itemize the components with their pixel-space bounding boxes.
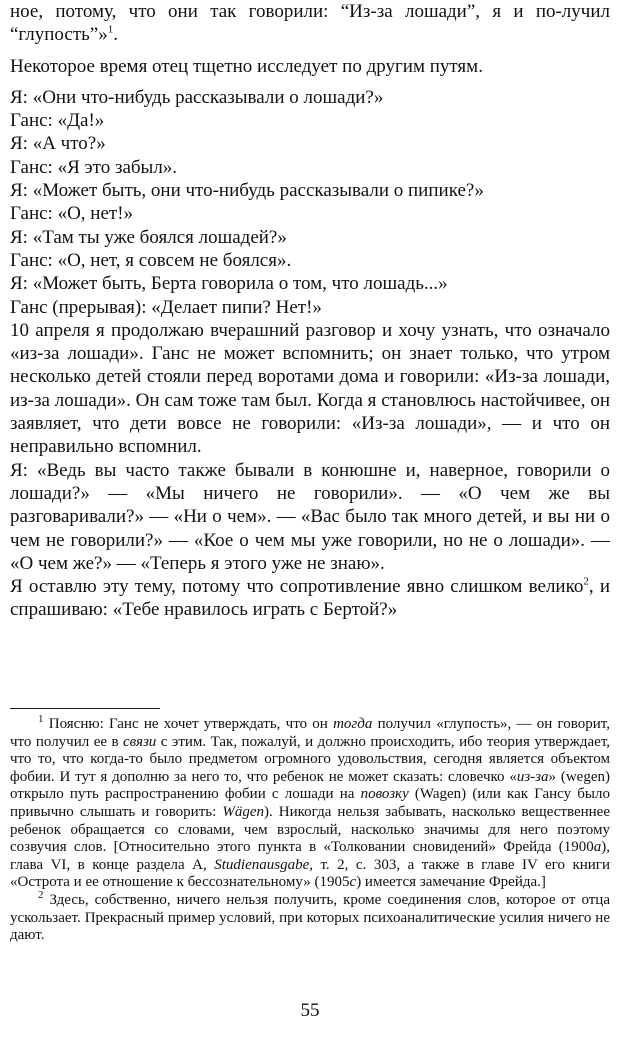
- text-run: , т. 2, с. 303, а также в главе IV его книги «Острота и ее отношение к бессознательному» (1905: [10, 856, 610, 891]
- footnote-marker: 2: [38, 888, 44, 901]
- text-run: с этим. Так, пожалуй, и должно происходить, ибо теория утверждает, что то, что когда-то было предметом огромного удовольствия, сегодня является объектом фобии. И тут я дополню за него то, что ребенок не может сказать: словечко «: [10, 733, 611, 785]
- text-run: » (wegen) открыло путь распространению фобии с лошади на: [10, 768, 610, 803]
- text-run: получил «глупость», — он говорит, что получил ее в: [10, 716, 610, 750]
- italic-run: Studienausgabe: [214, 856, 310, 873]
- paragraph-continuation: [10, 0, 610, 47]
- paragraph: 10 апреля я продолжаю вчерашний разговор и хочу узнать, что означало «из-за лошади». Ганс не может вспомнить; он знает только, что утром несколько детей стояли перед воротами дома и говорили: «Из-за лошади, из-за лошади». Он сам тоже там был. Когда я становлюсь настойчивее, он заявляет, что дети вовсе не говорили: «Из-за лошади», — и что он неправильно вспомнил.: [10, 319, 610, 458]
- page-number: 55: [300, 1000, 320, 1021]
- dialogue-line: Ганс: «О, нет, я совсем не боялся».: [10, 249, 292, 271]
- dialogue-line: Ганс (прерывая): «Делает пипи? Нет!»: [10, 296, 322, 318]
- text-run: ное, потому, что они так говорили: “Из-за лошади”, я и по-лучил “глупость”»: [10, 1, 610, 46]
- footnote-marker: 1: [38, 713, 44, 725]
- footnote-ref-2[interactable]: 2: [583, 575, 589, 588]
- dialogue-line: Я: «А что?»: [10, 133, 106, 155]
- dialogue-line: Я: «Может быть, Берта говорила о том, что лошадь...»: [10, 273, 448, 295]
- text-run: Здесь, собственно, ничего нельзя получить, кроме соединения слов, которое от отца ускользает. Прекрасный пример условий, при которых психоаналитические усилия ничего не дают.: [10, 891, 610, 944]
- italic-run: повозку: [360, 786, 409, 803]
- paragraph: [10, 575, 610, 622]
- footnote-ref-1[interactable]: 1: [107, 23, 114, 36]
- footnotes: [10, 713, 611, 945]
- text-run: .: [113, 24, 118, 46]
- dialogue-line: Я: «Они что-нибудь рассказывали о лошади?»: [10, 86, 384, 108]
- text-run: Я оставлю эту тему, потому что сопротивление явно слишком велико: [10, 576, 584, 598]
- text-run: (Wagen) (или как Гансу было привычно слышать и говорить:: [10, 786, 610, 820]
- text-run: ). Никогда нельзя забывать, насколько вещественнее ребенок обращается со словами, чем взрослый, насколько значимы для него поэтому созвучия слов. [Относительно этого пункта в «Толковании сновидений» Фрейда (1900: [10, 803, 611, 856]
- paragraph: Некоторое время отец тщетно исследует по другим путям.: [10, 55, 483, 77]
- text-run: Поясню: Ганс не хочет утверждать, что он: [43, 716, 334, 732]
- italic-run: Wägen: [222, 803, 264, 820]
- footnote-2: [10, 888, 610, 945]
- main-text: [10, 0, 610, 622]
- dialogue-line: Я: «Может быть, они что-нибудь рассказывали о пипике?»: [10, 180, 484, 202]
- italic-run: тогда: [333, 716, 373, 732]
- italic-run: c: [349, 874, 357, 891]
- footnote-1: [10, 713, 611, 892]
- dialogue-line: Ганс: «О, нет!»: [10, 203, 134, 225]
- italic-run: a: [593, 839, 602, 856]
- footnote-divider: [10, 708, 160, 709]
- paragraph: Я: «Ведь вы часто также бывали в конюшне и, наверное, говорили о лошади?» — «Мы ничего не говорили». — «О чем же вы разговаривали?» — «Ни о чем». — «Вас было так много детей, и вы ни о чем не говорили?» — «Кое о чем мы уже говорили, но не о лошади». — «О чем же?» — «Теперь я этого уже не знаю».: [10, 459, 610, 574]
- dialogue-line: Ганс: «Я это забыл».: [10, 156, 178, 178]
- dialogue-line: Я: «Там ты уже боялся лошадей?»: [10, 226, 287, 248]
- dialogue-line: Ганс: «Да!»: [10, 110, 105, 132]
- text-run: ) имеется замечание Фрейда.]: [356, 874, 546, 891]
- italic-run: связи: [123, 733, 157, 750]
- text-run: , и спрашиваю: «Тебе нравилось играть с Бертой?»: [10, 576, 611, 621]
- text-run: ), глава VI, в конце раздела А,: [10, 839, 610, 873]
- italic-run: из-за: [516, 768, 549, 785]
